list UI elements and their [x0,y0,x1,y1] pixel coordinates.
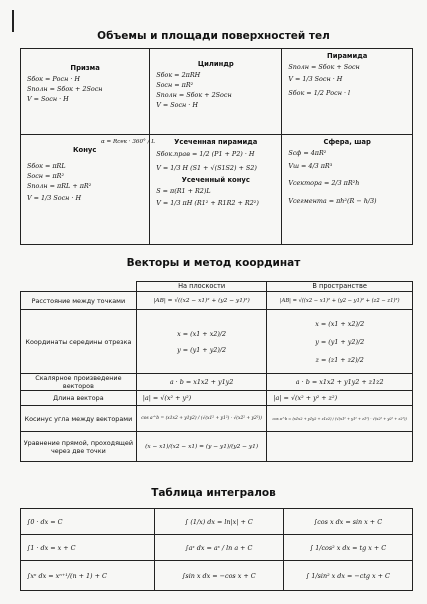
midpoint-space-x: x = (x1 + x2)/2 [315,319,365,328]
cell-pyramid [282,49,413,135]
integral-cos: ∫cos x dx = sin x + C [284,509,413,535]
midpoint-plane-y: y = (y1 + y2)/2 [177,345,227,354]
sphere-f2: Vш = 4/3 πR³ [288,162,333,170]
line-space [267,432,413,462]
integral-power: ∫xⁿ dx = xⁿ⁺¹/(n + 1) + C [21,561,155,591]
dot-space: a · b = x1x2 + y1y2 + z1z2 [267,374,413,391]
prism-f3: V = Sосн · H [27,95,69,103]
cylinder-f3: Sполн = Sбок + 2Sосн [156,91,232,99]
cone-f2: Sосн = πR² [27,172,65,180]
row-dot-label: Скалярное произведение векторов [21,374,137,391]
midpoint-plane [136,310,267,374]
frustum-cone-f1: S = π(R1 + R2)L [156,187,211,195]
frustum-pyramid-f2: V = 1/3 H (S1 + √(S1S2) + S2) [156,164,257,172]
solids-table [20,48,413,245]
row-length-label: Длина вектора [21,391,137,406]
prism-f2: Sполн = Sбок + 2Sосн [27,85,103,93]
distance-space: |AB| = √((x2 − x1)² + (y2 − y1)² + (z2 − z1)²) [267,292,413,310]
length-space: |a| = √(x² + y² + z²) [267,391,413,406]
sphere-f4: Vсегмента = πh²(R − h/3) [288,197,377,205]
cylinder-f4: V = Sосн · H [156,101,198,109]
integral-zero: ∫0 · dx = C [21,509,155,535]
pyramid-title: Пирамида [327,52,368,60]
vectors-table [20,281,413,462]
cone-f4: V = 1/3 Sосн · H [27,194,82,202]
cylinder-title: Цилиндр [197,60,234,68]
integral-sec2: ∫ 1/cos² x dx = tg x + C [284,535,413,561]
sphere-f3: Vсектора = 2/3 πR²h [288,179,360,187]
cylinder-f2: Sосн = πR² [156,81,194,89]
heading-integrals: Таблица интегралов [151,487,276,499]
row-line-label: Уравнение прямой, проходящей через две точки [21,432,137,462]
midpoint-plane-x: x = (x1 + x2)/2 [177,329,227,338]
cell-cylinder [150,49,282,135]
pyramid-f2: V = 1/3 Sосн · H [288,75,343,83]
cosine-plane: cos a^b = (x1x2 + y1y2) / (√(x1² + y1²) · √(x2² + y2²)) [136,406,267,432]
midpoint-space-y: y = (y1 + y2)/2 [315,337,365,346]
cone-title: Конус [73,146,97,154]
heading-vectors: Векторы и метод координат [126,257,301,269]
midpoint-space [267,310,413,374]
prism-f1: Sбок = Pосн · H [27,75,80,83]
cell-frustums [150,135,282,245]
midpoint-space-z: z = (z1 + z2)/2 [315,355,364,364]
cone-f1: Sбок = πRL [27,162,66,170]
frustum-cone-title: Усеченный конус [181,176,250,184]
length-plane: |a| = √(x² + y²) [136,391,267,406]
heading-geometry: Объемы и площади поверхностей тел [97,30,330,42]
sphere-f1: Sсф = 4πR² [288,149,327,157]
col-space: В пространстве [267,282,413,292]
line-plane: (x − x1)/(x2 − x1) = (y − y1)/(y2 − y1) [136,432,267,462]
integrals-table [20,508,413,591]
cell-cone [21,135,155,245]
pyramid-f1: Sполн = Sбок + Sосн [288,63,360,71]
frustum-pyramid-title: Усеченная пирамида [174,138,258,146]
margin-mark [12,10,14,32]
sphere-title: Сфера, шар [323,138,371,146]
integral-exp: ∫aˣ dx = aˣ / ln a + C [154,535,283,561]
cell-prism [21,49,150,135]
cone-f3: Sполн = πRL + πR² [27,182,92,190]
cosine-space: cos a^b = (x1x2 + y1y2 + z1z2) / (√(x1² + y1² + z1²) · √(x2² + y2² + z2²)) [267,406,413,432]
cylinder-f1: Sбок = 2πRH [156,71,201,79]
row-midpoint-label: Координаты середины отрезка [21,310,137,374]
integral-one: ∫1 · dx = x + C [21,535,155,561]
cone-angle: α = Rсек · 360° / L [101,139,155,145]
col-plane: На плоскости [136,282,267,292]
integral-csc2: ∫ 1/sin² x dx = −ctg x + C [284,561,413,591]
cell-sphere [282,135,413,245]
corner-cell [21,282,137,292]
row-distance-label: Расстояние между точками [21,292,137,310]
integral-reciprocal: ∫ (1/x) dx = ln|x| + C [154,509,283,535]
dot-plane: a · b = x1x2 + y1y2 [136,374,267,391]
frustum-pyramid-f1: Sбок.прав = 1/2 (P1 + P2) · H [156,150,255,158]
frustum-cone-f2: V = 1/3 πH (R1² + R1R2 + R2²) [156,199,259,207]
distance-plane: |AB| = √((x2 − x1)² + (y2 − y1)²) [136,292,267,310]
integral-sin: ∫sin x dx = −cos x + C [154,561,283,591]
row-cosine-label: Косинус угла между векторами [21,406,137,432]
pyramid-f3: Sбок = 1/2 Pосн · l [288,89,351,97]
prism-title: Призма [70,64,100,72]
